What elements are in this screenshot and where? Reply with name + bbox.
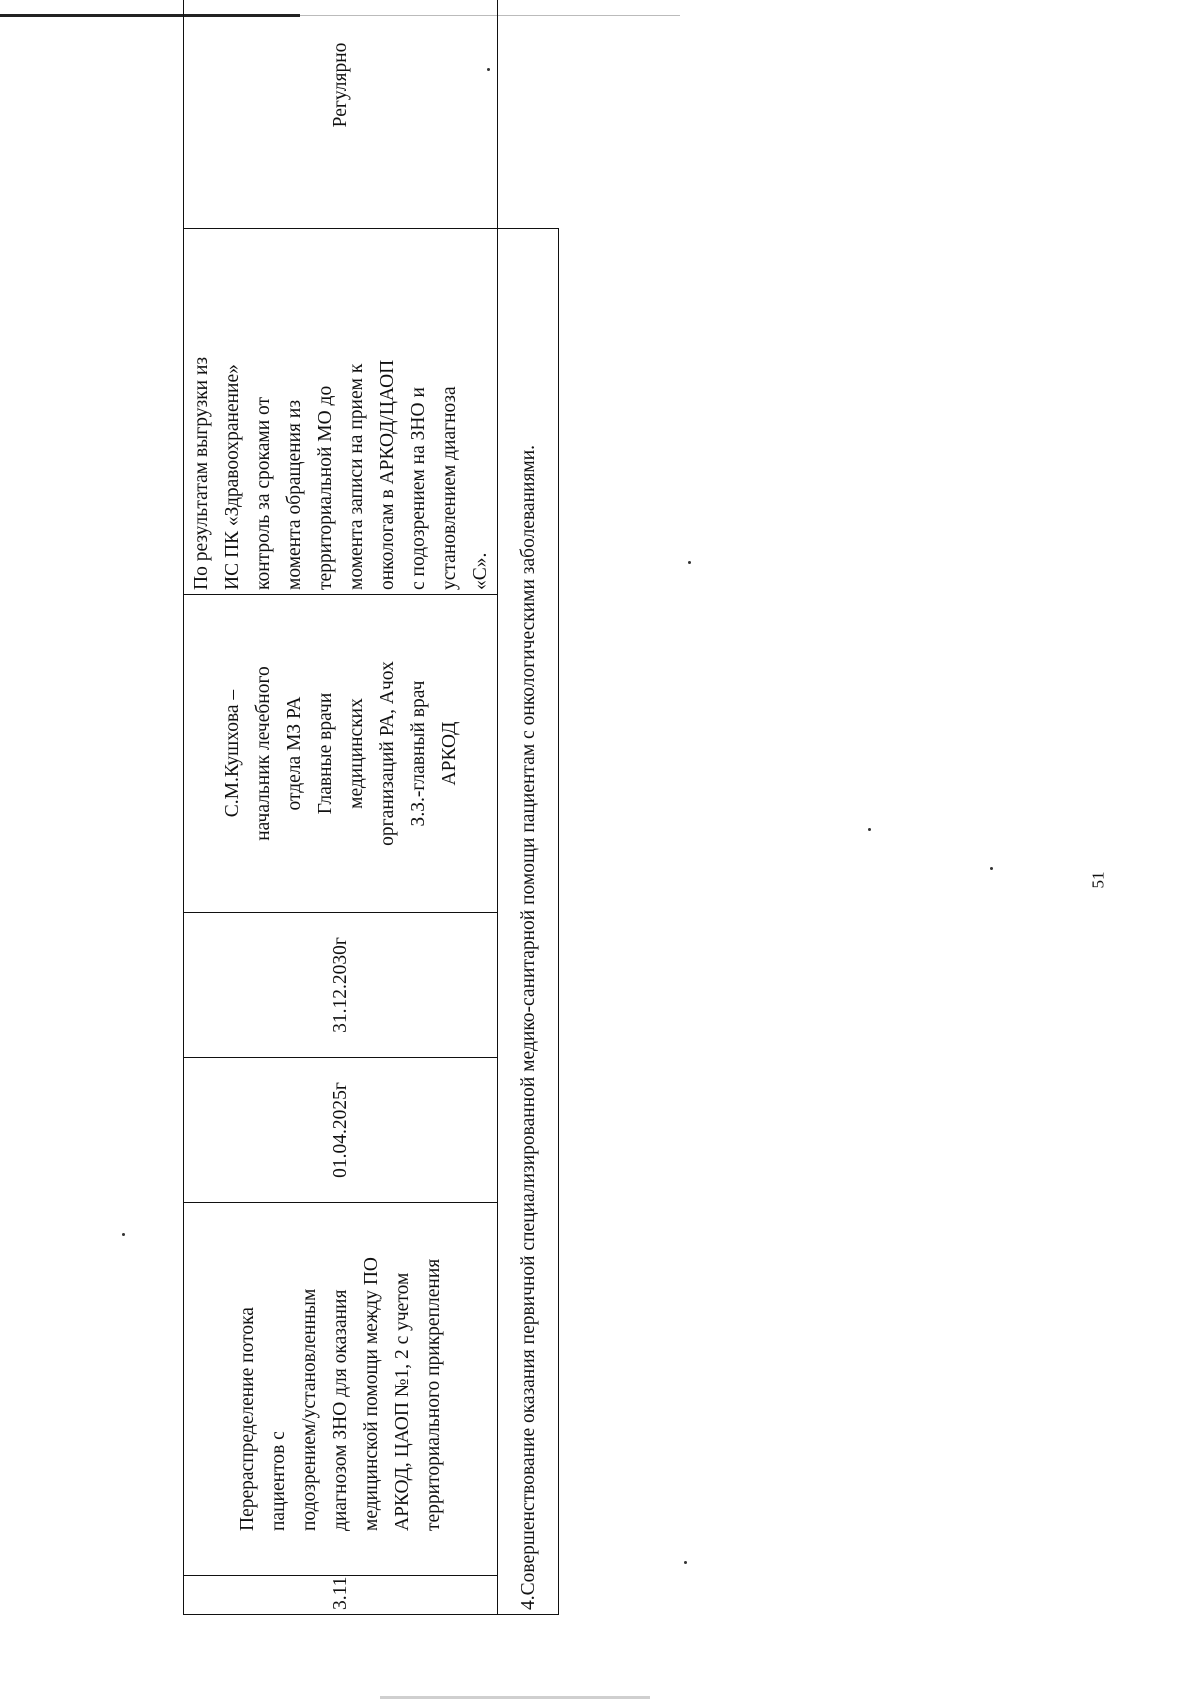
control-line: онкологам в АРКОД/ЦАОП xyxy=(376,359,398,590)
responsible-line: начальник лечебного xyxy=(252,666,274,841)
plan-table xyxy=(183,0,559,1615)
responsible-line: медицинских xyxy=(345,698,367,809)
control-line: момента записи на прием к xyxy=(345,363,367,590)
row-number: 3.11 xyxy=(330,1576,351,1610)
scan-speck xyxy=(990,867,993,870)
responsible-cell xyxy=(184,595,498,913)
event-line: АРКОД, ЦАОП №1, 2 с учетом xyxy=(392,1272,413,1531)
scan-speck xyxy=(684,1561,687,1564)
control-line: контроль за сроками от xyxy=(252,396,274,590)
scan-artifact-bottom xyxy=(380,1696,650,1699)
responsible-line: АРКОД xyxy=(438,721,460,786)
control-line: «С». xyxy=(469,552,491,590)
start-date: 01.04.2025г xyxy=(330,1082,351,1178)
row-number-cell xyxy=(184,1576,498,1615)
responsible-line: отдела МЗ РА xyxy=(283,696,305,811)
event-line: Перераспределение потока xyxy=(237,1307,258,1531)
rotated-table-page xyxy=(183,42,558,1615)
responsible-line: Главные врачи xyxy=(314,692,336,815)
table-row xyxy=(184,0,498,1615)
page-number: 51 xyxy=(1088,871,1108,889)
control-line: По результатам выгрузки из xyxy=(190,356,212,590)
scan-speck xyxy=(688,561,691,564)
event-text xyxy=(232,1207,449,1571)
event-line: медицинской помощи между ПО xyxy=(361,1256,382,1531)
section-heading-row xyxy=(498,0,559,1615)
responsible-line: организаций РА, Ачох xyxy=(376,661,398,846)
scan-speck xyxy=(868,828,871,831)
control-line: территориальной МО до xyxy=(314,385,336,590)
event-line: подозрением/установленным xyxy=(299,1288,320,1531)
event-line: диагнозом ЗНО для оказания xyxy=(330,1289,351,1531)
frequency-cell xyxy=(184,0,498,229)
end-date: 31.12.2030г xyxy=(330,937,351,1033)
section-heading: 4.Совершенствование оказания первичной специализированной медико-санитарной помощи пациентам с онкологическими заболеваниями. xyxy=(498,229,559,1615)
end-date-cell xyxy=(184,913,498,1058)
responsible-line: З.З.-главный врач xyxy=(407,680,429,827)
scan-speck xyxy=(122,1233,125,1236)
control-line: с подозрением на ЗНО и xyxy=(407,387,429,590)
start-date-cell xyxy=(184,1058,498,1203)
control-cell xyxy=(184,229,498,595)
control-line: установлением диагноза xyxy=(438,386,460,590)
control-line: ИС ПК «Здравоохранение» xyxy=(221,364,243,590)
responsible-line: С.М.Кушхова – xyxy=(221,689,243,818)
frequency: Регулярно xyxy=(330,42,351,128)
event-cell xyxy=(184,1203,498,1576)
control-line: момента обращения из xyxy=(283,399,305,590)
event-line: пациентов с xyxy=(268,1431,289,1531)
event-line: территориального прикрепления xyxy=(423,1258,444,1531)
